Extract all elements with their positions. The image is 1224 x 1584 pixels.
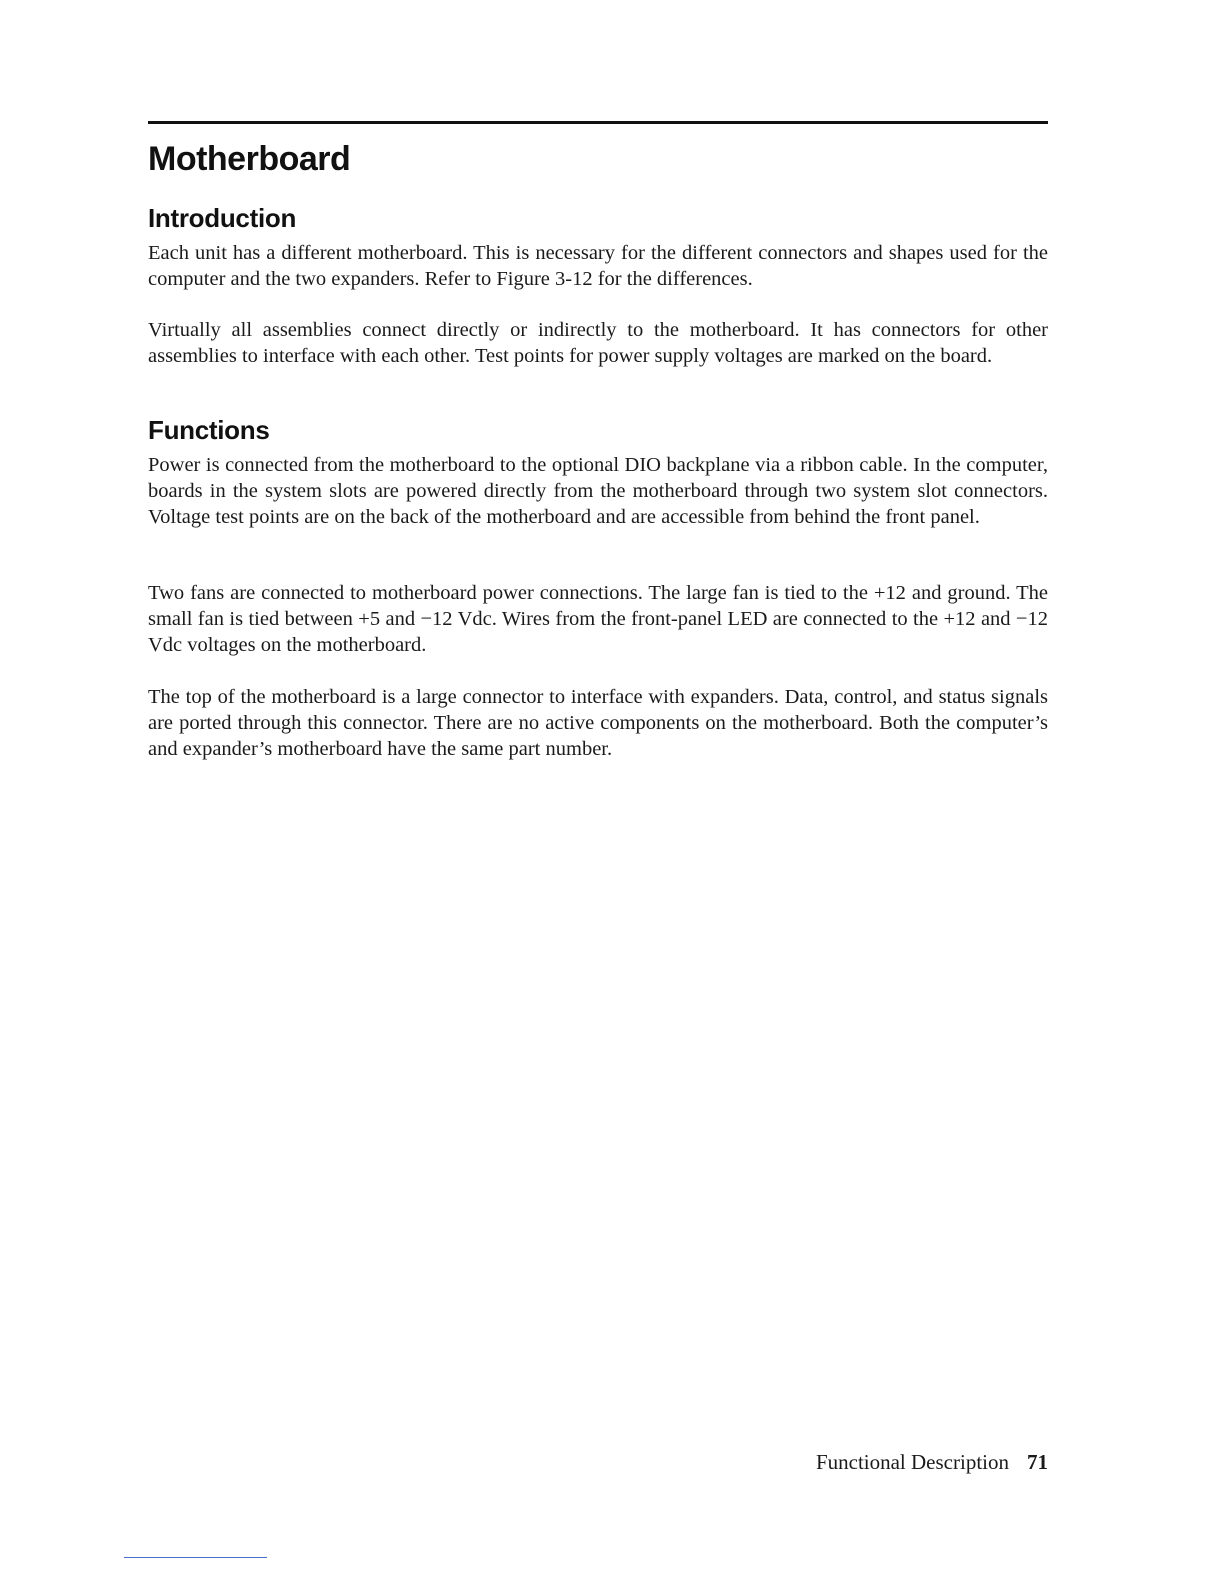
paragraph: Power is connected from the motherboard to the optional DIO backplane via a ribbon cable. In the computer, boards in the system slots are powered directly from the motherboard through two system slot connectors. Voltage test points are on the back of the motherboard and are accessible from behind the front panel.	[148, 454, 1048, 528]
paragraph: The top of the motherboard is a large connector to interface with expanders. Data, control, and status signals are ported through this connector. There are no active components on the motherboard. Both the computer’s and expander’s motherboard have the same part number.	[148, 686, 1048, 760]
bottom-divider	[124, 1557, 267, 1558]
paragraph: Virtually all assemblies connect directly or indirectly to the motherboard. It has connectors for other assemblies to interface with each other. Test points for power supply voltages are marked on the board.	[148, 319, 1048, 367]
section-heading-functions: Functions	[148, 415, 270, 445]
paragraph: Two fans are connected to motherboard power connections. The large fan is tied to the +12 and ground. The small fan is tied between +5 and −12 Vdc. Wires from the front-panel LED are connected to the +12 and −12 Vdc voltages on the motherboard.	[148, 582, 1048, 656]
page-number: 71	[1027, 1450, 1048, 1474]
title-rule	[148, 121, 1048, 124]
section-heading-introduction: Introduction	[148, 203, 297, 233]
paragraph: Each unit has a different motherboard. This is necessary for the different connectors and shapes used for the computer and the two expanders. Refer to Figure 3-12 for the differences.	[148, 242, 1048, 290]
page-footer	[700, 1448, 1048, 1476]
footer-section-title: Functional Description	[815, 1450, 1009, 1474]
page-title: Motherboard	[148, 140, 351, 178]
